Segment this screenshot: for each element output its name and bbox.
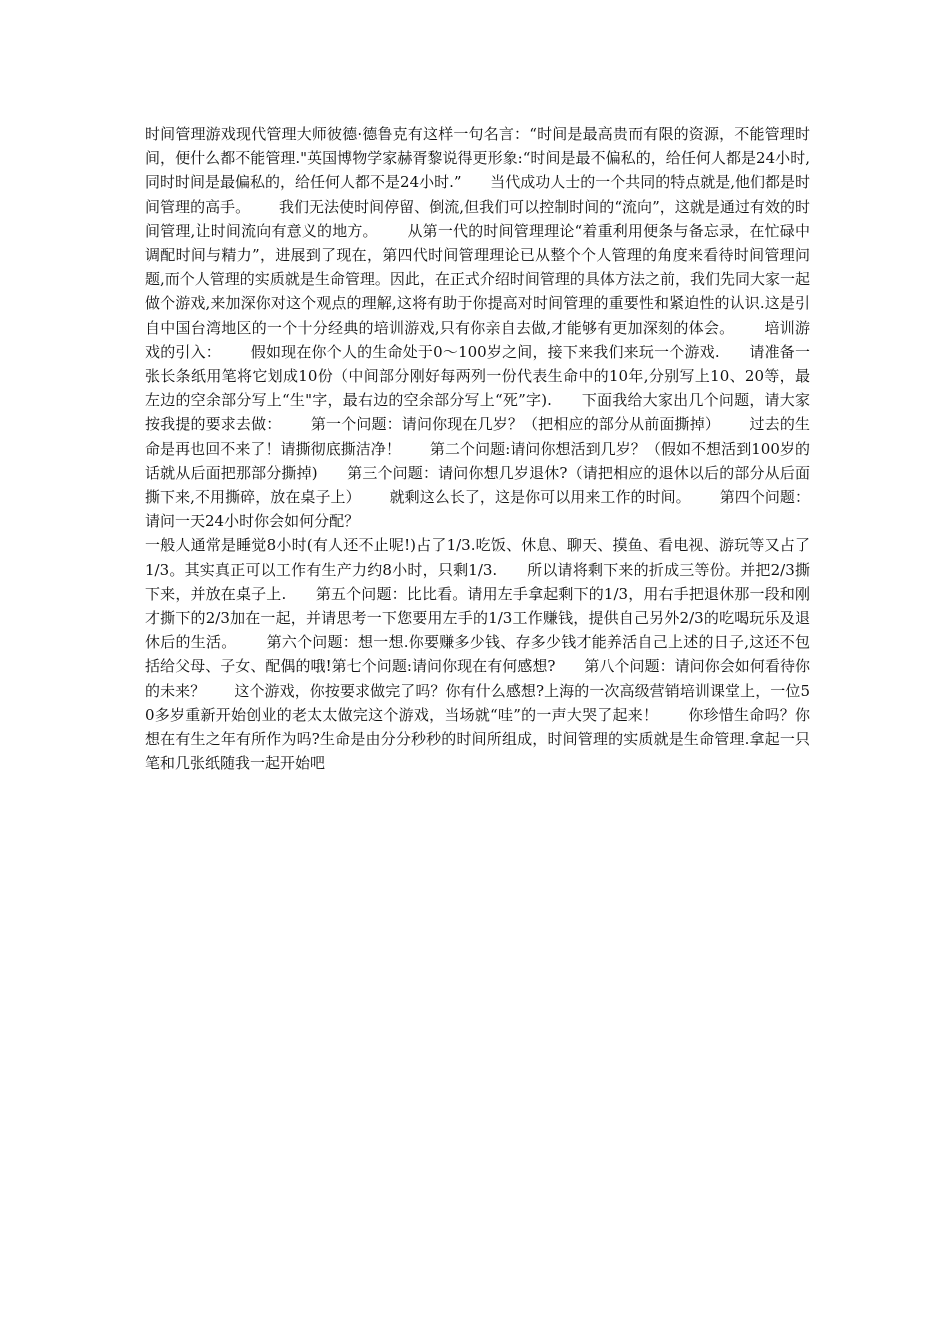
paragraph-time-allocation: 一般人通常是睡觉8小时(有人还不止呢!)占了1/3.吃饭、休息、聊天、摸鱼、看电视、游玩等又占了1/3。其实真正可以工作有生产力约8小时，只剩1/3. 所以请将剩下来的折成三等份。并把2/3撕下来，并放在桌子上. 第五个问题：比比看。请用左手拿起剩下的1/3，用右手把退休那一段和刚才撕下的2/3加在一起，并请思考一下您要用左手的1/3工作赚钱，提供自己另外2/3的吃喝玩乐及退休后的生活。 第六个问题：想一想.你要赚多少钱、存多少钱才能养活自己上述的日子,这还不包括给父母、子女、配偶的哦!第七个问题:请问你现在有何感想? 第八个问题：请问你会如何看待你的未来？ 这个游戏，你按要求做完了吗？你有什么感想?上海的一次高级营销培训课堂上，一位50多岁重新开始创业的老太太做完这个游戏，当场就“哇”的一声大哭了起来！ 你珍惜生命吗？你想在有生之年有所作为吗?生命是由分分秒秒的时间所组成，时间管理的实质就是生命管理.拿起一只笔和几张纸随我一起开始吧 [145, 536, 810, 773]
document-body [145, 122, 810, 775]
paragraph-time-management-intro: 时间管理游戏现代管理大师彼德·德鲁克有这样一句名言：“时间是最高贵而有限的资源，不能管理时间，便什么都不能管理."英国博物学家赫胥黎说得更形象:“时间是最不偏私的，给任何人都是24小时,同时时间是最偏私的，给任何人都不是24小时.” 当代成功人士的一个共同的特点就是,他们都是时间管理的高手。 我们无法使时间停留、倒流,但我们可以控制时间的“流向”，这就是通过有效的时间管理,让时间流向有意义的地方。 从第一代的时间管理理论“着重利用便条与备忘录，在忙碌中调配时间与精力”，进展到了现在，第四代时间管理理论已从整个个人管理的角度来看待时间管理问题,而个人管理的实质就是生命管理。因此，在正式介绍时间管理的具体方法之前，我们先同大家一起做个游戏,来加深你对这个观点的理解,这将有助于你提高对时间管理的重要性和紧迫性的认识.这是引自中国台湾地区的一个十分经典的培训游戏,只有你亲自去做,才能够有更加深刻的体会。 培训游戏的引入： 假如现在你个人的生命处于0～100岁之间，接下来我们来玩一个游戏. 请准备一张长条纸用笔将它划成10份（中间部分刚好每两列一份代表生命中的10年,分别写上10、20等，最左边的空余部分写上“生"字，最右边的空余部分写上“死”字). 下面我给大家出几个问题，请大家按我提的要求去做： 第一个问题：请问你现在几岁？（把相应的部分从前面撕掉） 过去的生命是再也回不来了！请撕彻底撕洁净！ 第二个问题:请问你想活到几岁？（假如不想活到100岁的话就从后面把那部分撕掉) 第三个问题：请问你想几岁退休?（请把相应的退休以后的部分从后面撕下来,不用撕碎，放在桌子上） 就剩这么长了，这是你可以用来工作的时间。 第四个问题：请问一天24小时你会如何分配？ [145, 125, 810, 531]
